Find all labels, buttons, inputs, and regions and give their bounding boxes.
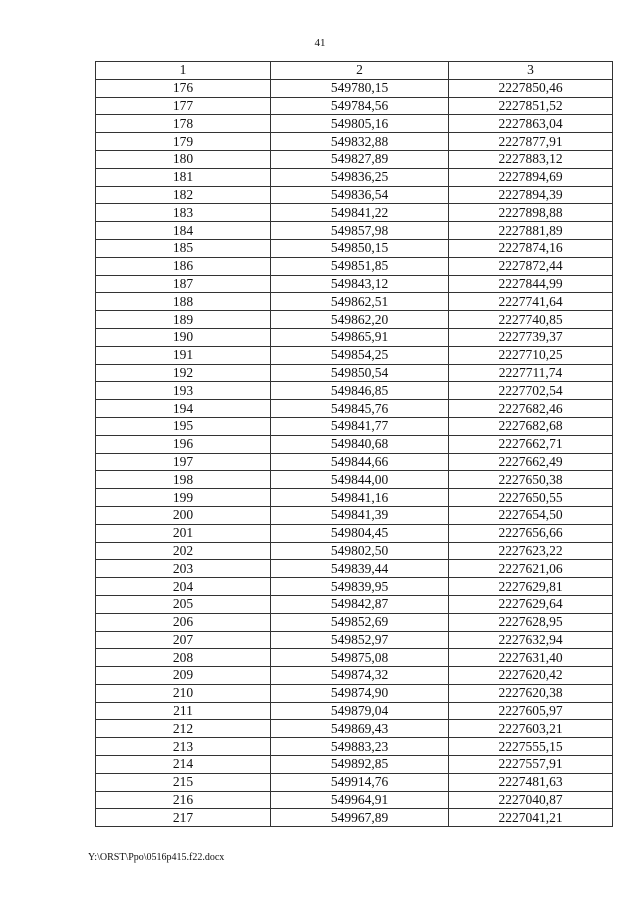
table-row	[96, 649, 613, 667]
table-row	[96, 506, 613, 524]
footer-file-path: Y:\ORST\Ppo\0516p415.f22.docx	[88, 852, 225, 863]
y-coordinate-cell: 2227874,16	[449, 239, 613, 257]
point-number-cell: 193	[96, 382, 271, 400]
y-coordinate-cell: 2227605,97	[449, 702, 613, 720]
point-number-cell: 176	[96, 79, 271, 97]
point-number-cell: 180	[96, 150, 271, 168]
x-coordinate-cell: 549841,77	[271, 417, 449, 435]
point-number-cell: 186	[96, 257, 271, 275]
x-coordinate-cell: 549846,85	[271, 382, 449, 400]
table-row	[96, 809, 613, 827]
x-coordinate-cell: 549836,54	[271, 186, 449, 204]
point-number-cell: 195	[96, 417, 271, 435]
x-coordinate-cell: 549875,08	[271, 649, 449, 667]
x-coordinate-cell: 549841,16	[271, 489, 449, 507]
x-coordinate-cell: 549879,04	[271, 702, 449, 720]
x-coordinate-cell: 549841,22	[271, 204, 449, 222]
table-row	[96, 702, 613, 720]
x-coordinate-cell: 549854,25	[271, 346, 449, 364]
point-number-cell: 183	[96, 204, 271, 222]
point-number-cell: 196	[96, 435, 271, 453]
x-coordinate-cell: 549844,66	[271, 453, 449, 471]
column-header-3: 3	[449, 62, 613, 80]
point-number-cell: 177	[96, 97, 271, 115]
point-number-cell: 185	[96, 239, 271, 257]
y-coordinate-cell: 2227041,21	[449, 809, 613, 827]
x-coordinate-cell: 549914,76	[271, 773, 449, 791]
table-row	[96, 631, 613, 649]
x-coordinate-cell: 549844,00	[271, 471, 449, 489]
table-row	[96, 417, 613, 435]
table-row	[96, 542, 613, 560]
y-coordinate-cell: 2227898,88	[449, 204, 613, 222]
y-coordinate-cell: 2227702,54	[449, 382, 613, 400]
y-coordinate-cell: 2227628,95	[449, 613, 613, 631]
table-row	[96, 578, 613, 596]
y-coordinate-cell: 2227629,64	[449, 595, 613, 613]
point-number-cell: 187	[96, 275, 271, 293]
point-number-cell: 182	[96, 186, 271, 204]
x-coordinate-cell: 549842,87	[271, 595, 449, 613]
point-number-cell: 191	[96, 346, 271, 364]
table-row	[96, 453, 613, 471]
y-coordinate-cell: 2227877,91	[449, 133, 613, 151]
coordinates-table	[95, 61, 613, 827]
x-coordinate-cell: 549843,12	[271, 275, 449, 293]
y-coordinate-cell: 2227620,42	[449, 667, 613, 685]
x-coordinate-cell: 549865,91	[271, 328, 449, 346]
x-coordinate-cell: 549836,25	[271, 168, 449, 186]
table-body	[96, 79, 613, 826]
point-number-cell: 206	[96, 613, 271, 631]
table-row	[96, 560, 613, 578]
point-number-cell: 178	[96, 115, 271, 133]
y-coordinate-cell: 2227740,85	[449, 311, 613, 329]
table-row	[96, 257, 613, 275]
y-coordinate-cell: 2227850,46	[449, 79, 613, 97]
table-row	[96, 239, 613, 257]
point-number-cell: 207	[96, 631, 271, 649]
table-row	[96, 328, 613, 346]
table-row	[96, 720, 613, 738]
y-coordinate-cell: 2227620,38	[449, 684, 613, 702]
point-number-cell: 184	[96, 222, 271, 240]
x-coordinate-cell: 549805,16	[271, 115, 449, 133]
point-number-cell: 213	[96, 738, 271, 756]
point-number-cell: 209	[96, 667, 271, 685]
y-coordinate-cell: 2227739,37	[449, 328, 613, 346]
point-number-cell: 214	[96, 756, 271, 774]
x-coordinate-cell: 549784,56	[271, 97, 449, 115]
y-coordinate-cell: 2227863,04	[449, 115, 613, 133]
y-coordinate-cell: 2227631,40	[449, 649, 613, 667]
y-coordinate-cell: 2227654,50	[449, 506, 613, 524]
point-number-cell: 210	[96, 684, 271, 702]
point-number-cell: 198	[96, 471, 271, 489]
x-coordinate-cell: 549840,68	[271, 435, 449, 453]
x-coordinate-cell: 549892,85	[271, 756, 449, 774]
x-coordinate-cell: 549839,44	[271, 560, 449, 578]
table-row	[96, 595, 613, 613]
y-coordinate-cell: 2227555,15	[449, 738, 613, 756]
x-coordinate-cell: 549967,89	[271, 809, 449, 827]
y-coordinate-cell: 2227662,49	[449, 453, 613, 471]
point-number-cell: 194	[96, 400, 271, 418]
point-number-cell: 181	[96, 168, 271, 186]
table-row	[96, 489, 613, 507]
table-row	[96, 133, 613, 151]
point-number-cell: 190	[96, 328, 271, 346]
x-coordinate-cell: 549964,91	[271, 791, 449, 809]
y-coordinate-cell: 2227632,94	[449, 631, 613, 649]
point-number-cell: 201	[96, 524, 271, 542]
x-coordinate-cell: 549862,51	[271, 293, 449, 311]
point-number-cell: 192	[96, 364, 271, 382]
table-row	[96, 150, 613, 168]
table-row	[96, 311, 613, 329]
x-coordinate-cell: 549839,95	[271, 578, 449, 596]
y-coordinate-cell: 2227710,25	[449, 346, 613, 364]
table-row	[96, 115, 613, 133]
point-number-cell: 212	[96, 720, 271, 738]
y-coordinate-cell: 2227894,69	[449, 168, 613, 186]
x-coordinate-cell: 549852,97	[271, 631, 449, 649]
x-coordinate-cell: 549851,85	[271, 257, 449, 275]
x-coordinate-cell: 549883,23	[271, 738, 449, 756]
x-coordinate-cell: 549780,15	[271, 79, 449, 97]
column-header-2: 2	[271, 62, 449, 80]
x-coordinate-cell: 549804,45	[271, 524, 449, 542]
x-coordinate-cell: 549841,39	[271, 506, 449, 524]
table-row	[96, 524, 613, 542]
point-number-cell: 203	[96, 560, 271, 578]
y-coordinate-cell: 2227557,91	[449, 756, 613, 774]
table-row	[96, 400, 613, 418]
point-number-cell: 188	[96, 293, 271, 311]
y-coordinate-cell: 2227851,52	[449, 97, 613, 115]
point-number-cell: 179	[96, 133, 271, 151]
x-coordinate-cell: 549832,88	[271, 133, 449, 151]
point-number-cell: 208	[96, 649, 271, 667]
table-row	[96, 79, 613, 97]
table-row	[96, 773, 613, 791]
point-number-cell: 200	[96, 506, 271, 524]
y-coordinate-cell: 2227621,06	[449, 560, 613, 578]
table-row	[96, 738, 613, 756]
table-row	[96, 613, 613, 631]
x-coordinate-cell: 549857,98	[271, 222, 449, 240]
table-header-row	[96, 62, 613, 80]
y-coordinate-cell: 2227656,66	[449, 524, 613, 542]
point-number-cell: 199	[96, 489, 271, 507]
point-number-cell: 189	[96, 311, 271, 329]
x-coordinate-cell: 549869,43	[271, 720, 449, 738]
point-number-cell: 202	[96, 542, 271, 560]
x-coordinate-cell: 549845,76	[271, 400, 449, 418]
y-coordinate-cell: 2227883,12	[449, 150, 613, 168]
table-row	[96, 364, 613, 382]
point-number-cell: 197	[96, 453, 271, 471]
x-coordinate-cell: 549827,89	[271, 150, 449, 168]
y-coordinate-cell: 2227629,81	[449, 578, 613, 596]
point-number-cell: 217	[96, 809, 271, 827]
table-row	[96, 756, 613, 774]
x-coordinate-cell: 549850,54	[271, 364, 449, 382]
x-coordinate-cell: 549874,90	[271, 684, 449, 702]
y-coordinate-cell: 2227682,68	[449, 417, 613, 435]
y-coordinate-cell: 2227711,74	[449, 364, 613, 382]
y-coordinate-cell: 2227623,22	[449, 542, 613, 560]
point-number-cell: 205	[96, 595, 271, 613]
y-coordinate-cell: 2227650,55	[449, 489, 613, 507]
table-row	[96, 186, 613, 204]
x-coordinate-cell: 549850,15	[271, 239, 449, 257]
table-row	[96, 222, 613, 240]
table-row	[96, 293, 613, 311]
point-number-cell: 216	[96, 791, 271, 809]
y-coordinate-cell: 2227662,71	[449, 435, 613, 453]
y-coordinate-cell: 2227881,89	[449, 222, 613, 240]
x-coordinate-cell: 549862,20	[271, 311, 449, 329]
table-row	[96, 168, 613, 186]
table-row	[96, 346, 613, 364]
x-coordinate-cell: 549802,50	[271, 542, 449, 560]
x-coordinate-cell: 549874,32	[271, 667, 449, 685]
page-number: 41	[314, 37, 326, 49]
y-coordinate-cell: 2227481,63	[449, 773, 613, 791]
y-coordinate-cell: 2227844,99	[449, 275, 613, 293]
point-number-cell: 211	[96, 702, 271, 720]
y-coordinate-cell: 2227650,38	[449, 471, 613, 489]
table-row	[96, 97, 613, 115]
table-row	[96, 667, 613, 685]
y-coordinate-cell: 2227040,87	[449, 791, 613, 809]
table-row	[96, 684, 613, 702]
table-row	[96, 471, 613, 489]
column-header-1: 1	[96, 62, 271, 80]
y-coordinate-cell: 2227894,39	[449, 186, 613, 204]
point-number-cell: 204	[96, 578, 271, 596]
table-row	[96, 435, 613, 453]
table-row	[96, 791, 613, 809]
y-coordinate-cell: 2227872,44	[449, 257, 613, 275]
y-coordinate-cell: 2227741,64	[449, 293, 613, 311]
table-row	[96, 382, 613, 400]
x-coordinate-cell: 549852,69	[271, 613, 449, 631]
y-coordinate-cell: 2227682,46	[449, 400, 613, 418]
table-row	[96, 204, 613, 222]
table-row	[96, 275, 613, 293]
y-coordinate-cell: 2227603,21	[449, 720, 613, 738]
point-number-cell: 215	[96, 773, 271, 791]
